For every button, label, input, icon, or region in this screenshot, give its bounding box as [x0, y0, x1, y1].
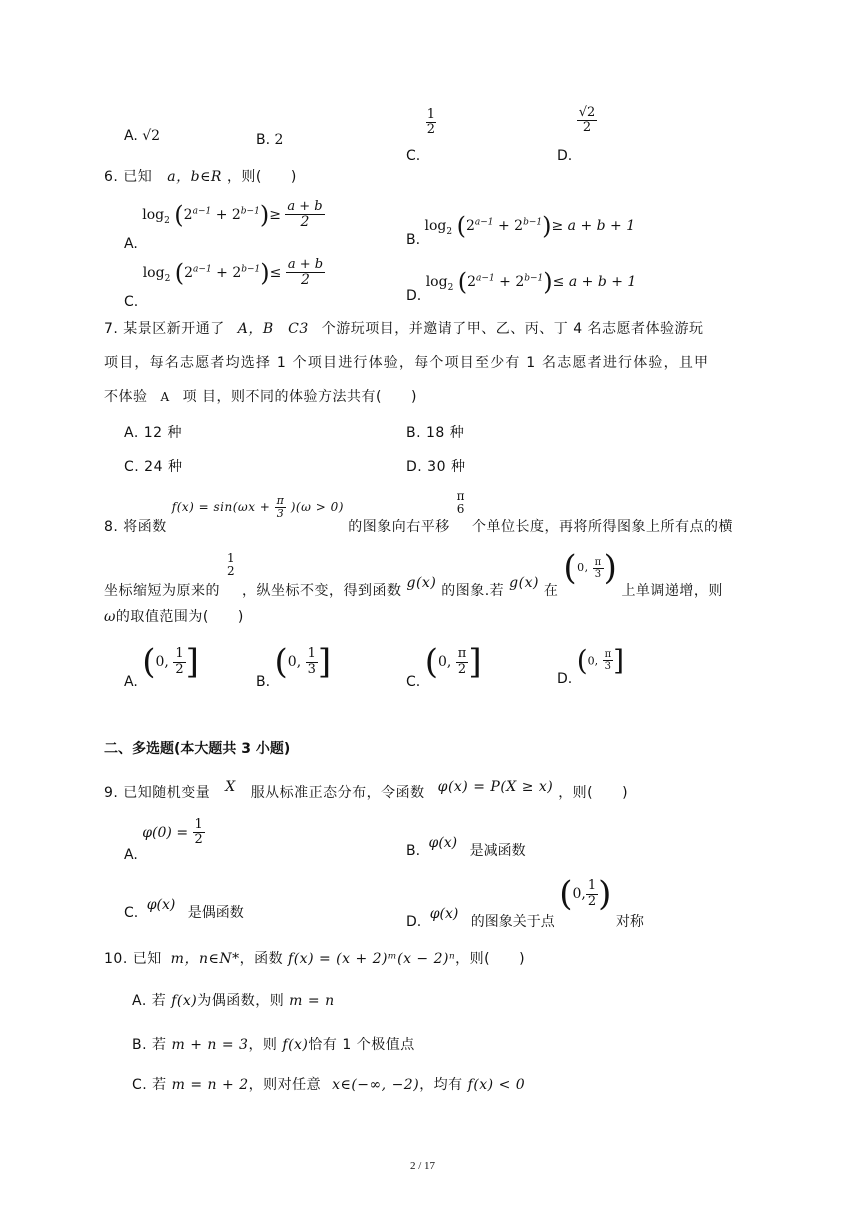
paren: )	[543, 268, 553, 296]
q10-option-b	[132, 1034, 415, 1054]
text: 10. 已知	[104, 951, 162, 967]
q9-stem	[104, 776, 629, 801]
denominator: 3	[604, 661, 612, 672]
fraction	[593, 557, 604, 580]
q8-line-2	[104, 548, 723, 599]
text: 的图象关于点	[470, 914, 555, 930]
log-text: log	[425, 274, 448, 290]
paren: )	[603, 548, 618, 588]
paren: )	[542, 212, 552, 240]
interval-left: 0,	[577, 561, 589, 574]
log-base: 2	[447, 282, 454, 293]
relation: ≤	[269, 265, 282, 282]
numerator: 1	[587, 878, 597, 894]
option-label: A.	[124, 128, 138, 144]
base: 2	[465, 218, 475, 234]
text: ，函数	[239, 951, 284, 967]
paren: )	[598, 874, 612, 914]
text: ，则	[248, 1037, 278, 1053]
base: 2	[514, 218, 524, 234]
point	[559, 874, 616, 914]
math-expression: A	[160, 390, 170, 404]
log-text: log	[142, 207, 165, 224]
math-expression: φ(x)	[428, 835, 458, 851]
denominator: 2	[457, 661, 467, 677]
log-base: 2	[164, 216, 170, 227]
numerator: √2	[578, 105, 596, 120]
option-label: A.	[124, 846, 138, 863]
math-expression: m = n	[289, 993, 335, 1009]
exponent: b−1	[523, 217, 543, 228]
q6-option-c	[124, 257, 325, 311]
log-text: log	[424, 218, 447, 234]
function-g: g(x)	[406, 575, 437, 591]
q6-option-d	[406, 268, 637, 304]
text: 上单调递增，则	[621, 583, 723, 599]
q6-stem	[104, 166, 297, 186]
plus: +	[499, 274, 511, 290]
option-label: A.	[124, 674, 138, 690]
q7-option-a: A. 12 种	[124, 425, 182, 441]
q7-option-d: D. 30 种	[406, 459, 466, 475]
denominator: 2	[300, 214, 310, 231]
math-expression: A，B C3	[237, 321, 309, 337]
option-label: D.	[406, 288, 422, 304]
fraction	[306, 647, 318, 677]
text: 服从标准正态分布，令函数	[250, 785, 425, 801]
numerator: π	[457, 646, 467, 662]
paren: )	[260, 259, 270, 288]
exponent: a−1	[474, 217, 494, 228]
denominator: 2	[175, 661, 184, 677]
option-label: D.	[406, 914, 422, 930]
text: C. 若	[132, 1077, 167, 1093]
math-expression: m + n = 3	[171, 1037, 249, 1053]
relation: ≥	[551, 218, 564, 234]
exponent: b−1	[524, 273, 544, 284]
q5-option-d	[557, 105, 597, 164]
numerator: π	[604, 649, 612, 660]
denominator: 2	[194, 832, 203, 848]
question-suffix: ，则( )	[226, 169, 297, 185]
option-label: B.	[406, 843, 421, 859]
relation: ≥	[269, 207, 281, 224]
denominator: 2	[301, 272, 310, 289]
denominator: 3	[307, 661, 316, 677]
denominator: 6	[456, 502, 465, 517]
math-expression: m = n + 2	[171, 1077, 249, 1093]
q5-option-a	[124, 128, 160, 144]
q8-option-c	[406, 642, 482, 690]
text: 坐标缩短为原来的	[104, 583, 220, 599]
option-label: C.	[124, 905, 139, 921]
option-label: D.	[557, 670, 573, 687]
numerator: 1	[307, 646, 316, 662]
numerator: π	[276, 494, 285, 508]
q6-option-a	[124, 199, 325, 253]
text: B. 若	[132, 1037, 167, 1053]
q7-option-b: B. 18 种	[406, 425, 465, 441]
text: 个游玩项目，并邀请了甲、乙、丙、丁 4 名志愿者体验游玩	[321, 321, 704, 337]
fraction	[285, 200, 324, 231]
function-expression: f(x) = (x + 2)ᵐ(x − 2)ⁿ	[288, 951, 456, 967]
exponent: b−1	[241, 264, 261, 275]
base: 2	[515, 274, 525, 290]
option-value: 2	[274, 132, 284, 148]
text: ，则( )	[558, 785, 629, 801]
text: 的图象向右平移	[348, 519, 450, 536]
denominator: 3	[594, 568, 602, 580]
function-expression	[171, 494, 348, 521]
option-label: C.	[406, 674, 421, 690]
text: ，则对任意	[248, 1077, 322, 1093]
function-g: g(x)	[509, 575, 539, 591]
rhs: a + b + 1	[568, 274, 637, 290]
log-base: 2	[446, 226, 453, 237]
text: 为偶函数，则	[197, 993, 285, 1009]
base: 2	[184, 265, 194, 282]
fraction	[225, 552, 237, 578]
fraction	[275, 495, 287, 520]
paren: (	[563, 548, 578, 588]
exponent: b−1	[240, 206, 260, 217]
fraction	[425, 108, 437, 138]
bracket: ]	[317, 642, 332, 682]
q10-stem	[104, 948, 525, 968]
text: ，则( )	[455, 951, 526, 967]
q10-option-a	[132, 990, 335, 1010]
q7-line-1	[104, 318, 704, 338]
q5-option-b	[256, 132, 283, 148]
paren: (	[174, 259, 185, 288]
math-expression: m，n∈N*	[170, 951, 240, 967]
denominator: 2	[582, 120, 592, 136]
option-label: C.	[406, 147, 421, 164]
math-expression: φ(x)	[146, 897, 176, 913]
text: 个单位长度，再将所得图象上所有点的横	[472, 519, 734, 536]
base: 2	[231, 207, 241, 224]
q6-option-b	[406, 212, 636, 248]
text: 的图象.若	[441, 583, 505, 599]
q7-option-c: C. 24 种	[124, 459, 183, 475]
fraction	[173, 647, 185, 677]
text: 不体验	[104, 389, 148, 405]
q5-option-c	[406, 107, 437, 164]
plus: +	[497, 218, 510, 234]
fraction	[455, 490, 467, 516]
q8-option-a	[124, 642, 199, 690]
paren: (	[457, 268, 468, 296]
text: 8. 将函数	[104, 519, 167, 536]
random-variable: X	[225, 779, 236, 795]
paren: (	[424, 642, 438, 682]
math-expression: f(x)	[171, 993, 198, 1009]
base: 2	[467, 274, 477, 290]
section-heading: 二、多选题(本大题共 3 小题)	[104, 741, 291, 757]
text: 7. 某景区新开通了	[104, 321, 225, 337]
math-expression: a，b∈R	[167, 169, 222, 185]
numerator: 1	[426, 107, 435, 122]
numerator: 1	[175, 646, 184, 662]
fraction	[193, 818, 205, 848]
fraction	[456, 647, 469, 677]
bracket: ]	[468, 642, 482, 682]
bracket: ]	[185, 642, 199, 682]
log-text: log	[142, 265, 165, 282]
exponent: a−1	[193, 264, 212, 275]
fraction	[586, 879, 598, 909]
numerator: π	[456, 489, 466, 503]
bracket: ]	[613, 644, 625, 677]
interval	[563, 548, 621, 588]
fraction	[577, 106, 598, 136]
denominator: 2	[426, 122, 435, 138]
interval-left: 0,	[287, 654, 302, 670]
denominator: 2	[587, 893, 597, 909]
relation: ≤	[552, 274, 565, 290]
option-label: B.	[406, 232, 421, 248]
q9-option-d	[406, 874, 644, 930]
option-label: A.	[124, 236, 138, 253]
numerator: a + b	[287, 199, 323, 214]
text: 是偶函数	[187, 905, 244, 921]
rhs: a + b + 1	[567, 218, 636, 234]
option-label: B.	[256, 132, 271, 148]
text: 恰有 1 个极值点	[308, 1037, 415, 1053]
point-x: 0,	[572, 886, 586, 902]
q8-option-d	[557, 644, 625, 687]
q7-line-2: 项目，每名志愿者均选择 1 个项目进行体验，每个项目至少有 1 名志愿者进行体验，且甲	[104, 355, 710, 371]
math-expression: x∈(−∞, −2)	[332, 1077, 420, 1093]
q7-line-3	[104, 386, 417, 406]
math-expression: f(x) < 0	[467, 1077, 526, 1093]
question-number-text: 6. 已知	[104, 169, 153, 185]
log-expression	[425, 268, 637, 296]
math-expression: f(x)	[282, 1037, 309, 1053]
paren: (	[559, 874, 573, 914]
text: 的取值范围为( )	[115, 609, 244, 625]
text: 是减函数	[469, 843, 526, 859]
numerator: 1	[226, 550, 236, 565]
q9-option-a	[124, 817, 205, 863]
omega-symbol: ω	[104, 609, 116, 625]
numerator: 1	[194, 817, 203, 832]
page-number: 2 / 17	[410, 1160, 436, 1172]
paren: (	[456, 212, 466, 240]
log-expression	[142, 259, 286, 288]
text: 在	[543, 583, 559, 599]
fraction	[603, 649, 614, 672]
interval-left: 0,	[587, 654, 599, 668]
paren: (	[142, 642, 156, 682]
condition: )(ω > 0)	[290, 500, 344, 515]
log-expression	[424, 212, 636, 240]
denominator: 2	[226, 564, 236, 578]
text: 对称	[615, 914, 644, 930]
text: A. 若	[132, 993, 167, 1009]
q8-line-3	[104, 606, 244, 626]
paren: (	[174, 201, 184, 230]
base: 2	[183, 207, 193, 224]
numerator: a + b	[287, 257, 324, 272]
exponent: a−1	[192, 206, 212, 217]
option-label: D.	[557, 147, 573, 164]
q10-option-c	[132, 1074, 525, 1094]
fraction	[286, 258, 325, 289]
base: 2	[232, 265, 242, 282]
interval-left: 0,	[155, 654, 169, 670]
option-label: C.	[124, 294, 139, 311]
text: 项 目，则不同的体验方法共有( )	[182, 389, 417, 405]
log-base: 2	[164, 274, 171, 285]
option-label: B.	[256, 674, 271, 690]
paren: (	[274, 642, 288, 682]
denominator: 3	[276, 507, 285, 521]
q9-option-b	[406, 832, 526, 859]
sqrt2-expression: √2	[142, 128, 161, 144]
function-head: f(x) = sin(ωx +	[171, 500, 275, 515]
plus: +	[215, 207, 228, 224]
text: 9. 已知随机变量	[104, 785, 211, 801]
q9-option-c	[124, 894, 244, 921]
q8-option-b	[256, 642, 332, 690]
interval-left: 0,	[437, 654, 452, 670]
math-expression: φ(x)	[429, 906, 459, 922]
paren: )	[259, 201, 270, 230]
math-expression: φ(0) =	[142, 824, 189, 841]
log-expression	[142, 201, 285, 230]
plus: +	[216, 265, 228, 282]
q8-line-1	[104, 489, 734, 536]
numerator: π	[594, 556, 602, 568]
paren: (	[576, 644, 588, 677]
math-expression: φ(x) = P(X ≥ x)	[437, 779, 554, 795]
exponent: a−1	[476, 273, 495, 284]
text: ，纵坐标不变，得到函数	[242, 583, 402, 599]
text: ，均有	[419, 1077, 463, 1093]
